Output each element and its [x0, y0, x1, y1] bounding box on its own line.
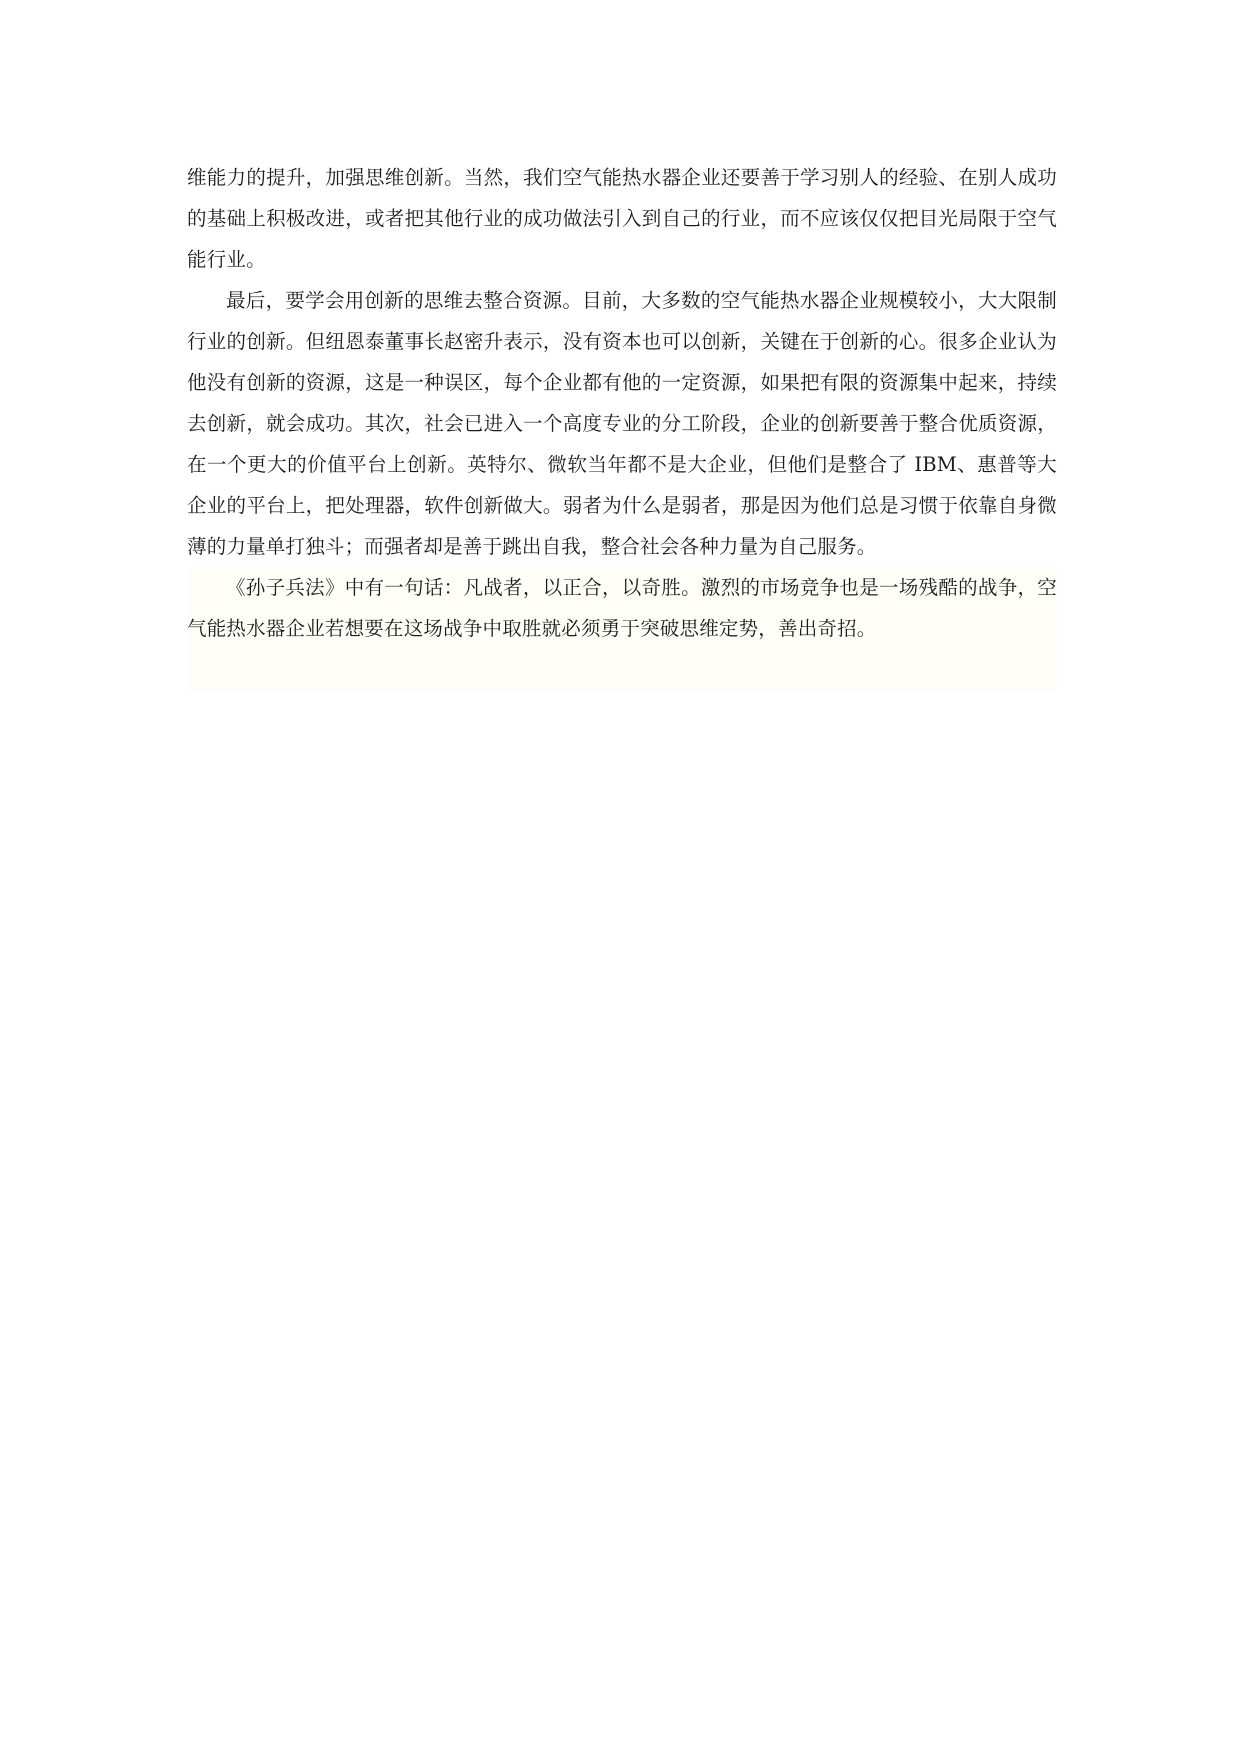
- paragraph-continuation: 维能力的提升，加强思维创新。当然，我们空气能热水器企业还要善于学习别人的经验、在别人成功的基础上积极改进，或者把其他行业的成功做法引入到自己的行业，而不应该仅仅把目光局限于空气能行业。: [187, 166, 1057, 271]
- document-body: [187, 157, 1057, 691]
- paragraph-integrate-resources: 最后，要学会用创新的思维去整合资源。目前，大多数的空气能热水器企业规模较小，大大限制行业的创新。但纽恩泰董事长赵密升表示，没有资本也可以创新，关键在于创新的心。很多企业认为他没有创新的资源，这是一种误区，每个企业都有他的一定资源，如果把有限的资源集中起来，持续去创新，就会成功。其次，社会已进入一个高度专业的分工阶段，企业的创新要善于整合优质资源，在一个更大的价值平台上创新。英特尔、微软当年都不是大企业，但他们是整合了 IBM、惠普等大企业的平台上，把处理器，软件创新做大。弱者为什么是弱者，那是因为他们总是习惯于依靠自身微薄的力量单打独斗；而强者却是善于跳出自我，整合社会各种力量为自己服务。: [187, 289, 1057, 558]
- paragraph-sunzi-quote: 《孙子兵法》中有一句话：凡战者，以正合，以奇胜。激烈的市场竞争也是一场残酷的战争，空气能热水器企业若想要在这场战争中取胜就必须勇于突破思维定势，善出奇招。: [187, 567, 1057, 691]
